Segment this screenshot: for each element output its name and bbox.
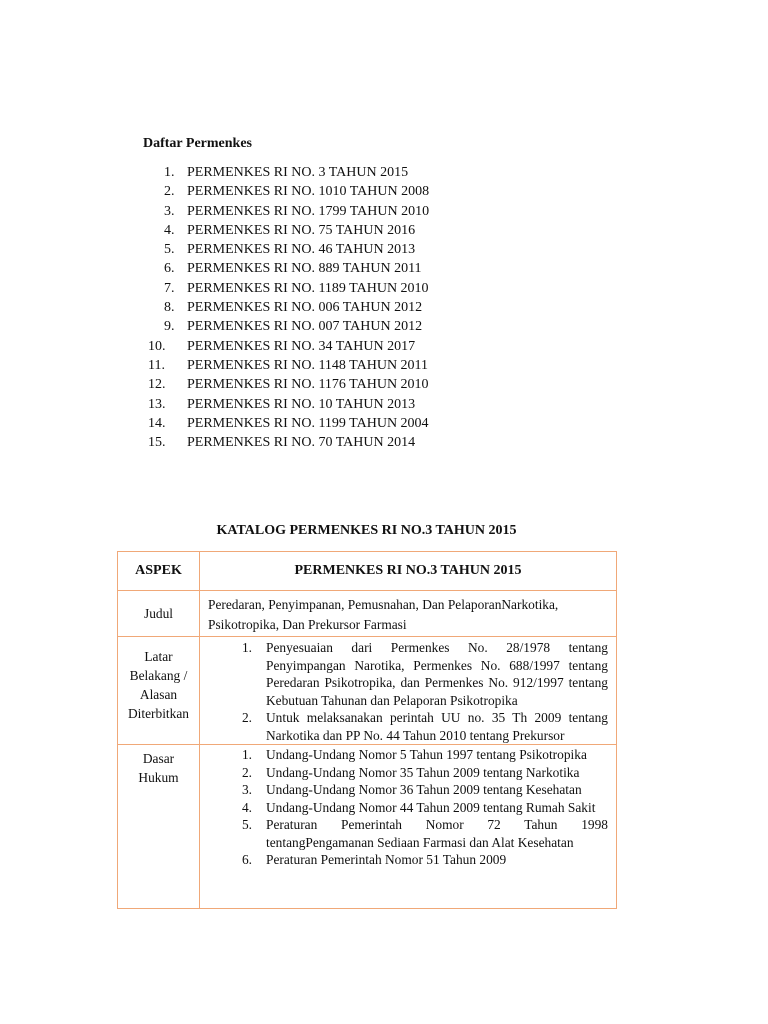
list-item-text: PERMENKES RI NO. 1189 TAHUN 2010 <box>187 280 429 296</box>
list-item <box>200 781 616 799</box>
aspek-latar-line: Latar <box>144 649 173 664</box>
list-item <box>200 764 616 782</box>
item-number: 6. <box>241 852 252 867</box>
list-item-number: 11. <box>148 357 165 373</box>
list-item-number: 6. <box>164 261 175 277</box>
item-text: Undang-Undang Nomor 44 Tahun 2009 tentang Rumah Sakit <box>266 799 596 815</box>
aspek-latar-line: Belakang / <box>129 668 188 683</box>
list-item <box>148 279 508 298</box>
dasar-list <box>200 745 616 869</box>
list-item <box>200 851 616 869</box>
list-item <box>148 298 508 317</box>
list-item-number: 14. <box>148 415 166 431</box>
list-item-text: PERMENKES RI NO. 1799 TAHUN 2010 <box>187 203 430 219</box>
item-number: 2. <box>241 764 252 780</box>
list-item <box>148 221 508 240</box>
list-item-number: 3. <box>164 203 175 219</box>
permenkes-list <box>148 163 508 452</box>
judul-content-cell <box>200 591 617 637</box>
list-item-number: 4. <box>164 222 175 238</box>
list-item-text: PERMENKES RI NO. 34 TAHUN 2017 <box>187 338 416 354</box>
aspek-latar-line: Alasan <box>139 687 178 702</box>
list-item-text: PERMENKES RI NO. 1199 TAHUN 2004 <box>187 415 429 431</box>
catalog-table <box>117 551 617 909</box>
item-text: Penyesuaian dari Permenkes No. 28/1978 tentang Penyimpangan Narotika, Permenkes No. 688/1997 tentang Peredaran Psikotropika, dan Permenkes No. 912/1997 tentang Kebutuan Tahunan dan Pelaporan Psikotropika <box>266 640 608 708</box>
list-item <box>148 259 508 278</box>
item-number: 4. <box>241 799 252 815</box>
table-row-latar <box>118 637 617 745</box>
aspek-dasar-line: Hukum <box>138 770 179 785</box>
list-item <box>200 746 616 764</box>
list-item-number: 1. <box>164 165 175 180</box>
aspek-judul: Judul <box>118 591 200 637</box>
item-number: 5. <box>241 817 252 832</box>
header-regulation: PERMENKES RI NO.3 TAHUN 2015 <box>200 552 617 591</box>
judul-text: Peredaran, Penyimpanan, Pemusnahan, Dan PelaporanNarkotika, Psikotropika, Dan Prekursor Farmasi <box>208 596 559 632</box>
list-item-text: PERMENKES RI NO. 1176 TAHUN 2010 <box>187 377 429 393</box>
catalog-title: KATALOG PERMENKES RI NO.3 TAHUN 2015 <box>216 523 517 538</box>
list-item-text: PERMENKES RI NO. 3 TAHUN 2015 <box>187 165 409 180</box>
header-aspek: ASPEK <box>118 552 200 591</box>
list-item-text: PERMENKES RI NO. 889 TAHUN 2011 <box>187 261 422 277</box>
list-heading: Daftar Permenkes <box>143 136 252 151</box>
item-text: Peraturan Pemerintah Nomor 51 Tahun 2009 <box>266 852 507 867</box>
list-item <box>148 414 508 433</box>
list-item-text: PERMENKES RI NO. 10 TAHUN 2013 <box>187 396 416 412</box>
list-item <box>148 356 508 375</box>
item-number: 3. <box>241 782 252 797</box>
item-number: 2. <box>241 710 252 725</box>
list-item-text: PERMENKES RI NO. 70 TAHUN 2014 <box>187 435 416 451</box>
item-number: 1. <box>241 640 252 655</box>
list-item <box>148 240 508 259</box>
item-number: 1. <box>241 747 252 762</box>
list-item-number: 7. <box>164 280 175 296</box>
list-item <box>148 375 508 394</box>
list-item <box>148 395 508 414</box>
list-item <box>148 182 508 201</box>
aspek-latar-cell <box>118 637 200 745</box>
list-item <box>200 709 616 744</box>
list-item-number: 8. <box>164 300 175 316</box>
list-item <box>148 202 508 221</box>
item-text: Undang-Undang Nomor 5 Tahun 1997 tentang Psikotropika <box>266 747 587 762</box>
list-item-number: 9. <box>164 319 175 335</box>
list-item <box>148 317 508 336</box>
table-row-judul <box>118 591 617 637</box>
list-item <box>148 163 508 182</box>
list-item <box>148 433 508 452</box>
item-text: Undang-Undang Nomor 36 Tahun 2009 tentang Kesehatan <box>266 782 582 797</box>
item-text: Untuk melaksanakan perintah UU no. 35 Th 2009 tentang Narkotika dan PP No. 44 Tahun 2010 tentang Prekursor <box>266 710 608 743</box>
latar-content-cell <box>200 637 617 745</box>
list-item <box>200 816 616 851</box>
list-item-text: PERMENKES RI NO. 007 TAHUN 2012 <box>187 319 423 335</box>
list-item-text: PERMENKES RI NO. 1010 TAHUN 2008 <box>187 184 430 200</box>
list-item-number: 13. <box>148 396 166 412</box>
dasar-content-cell <box>200 745 617 909</box>
list-item-text: PERMENKES RI NO. 46 TAHUN 2013 <box>187 242 416 258</box>
list-item-number: 5. <box>164 242 175 258</box>
list-item-text: PERMENKES RI NO. 006 TAHUN 2012 <box>187 300 423 316</box>
list-item-number: 10. <box>148 338 166 354</box>
aspek-dasar-cell <box>118 745 200 909</box>
latar-list <box>200 637 616 744</box>
item-text: Undang-Undang Nomor 35 Tahun 2009 tentang Narkotika <box>266 764 580 780</box>
table-row-dasar <box>118 745 617 909</box>
list-item-text: PERMENKES RI NO. 1148 TAHUN 2011 <box>187 357 429 373</box>
list-item <box>148 337 508 356</box>
table-header-row <box>118 552 617 591</box>
item-text: Peraturan Pemerintah Nomor 72 Tahun 1998 tentangPengamanan Sediaan Farmasi dan Alat Kesehatan <box>266 817 608 850</box>
list-item-number: 15. <box>148 435 166 451</box>
list-item-number: 12. <box>148 377 166 393</box>
list-item-text: PERMENKES RI NO. 75 TAHUN 2016 <box>187 222 416 238</box>
list-item <box>200 639 616 709</box>
list-item <box>200 799 616 817</box>
aspek-dasar-line: Dasar <box>142 751 175 766</box>
list-item-number: 2. <box>164 184 175 200</box>
aspek-latar-line: Diterbitkan <box>128 706 189 721</box>
